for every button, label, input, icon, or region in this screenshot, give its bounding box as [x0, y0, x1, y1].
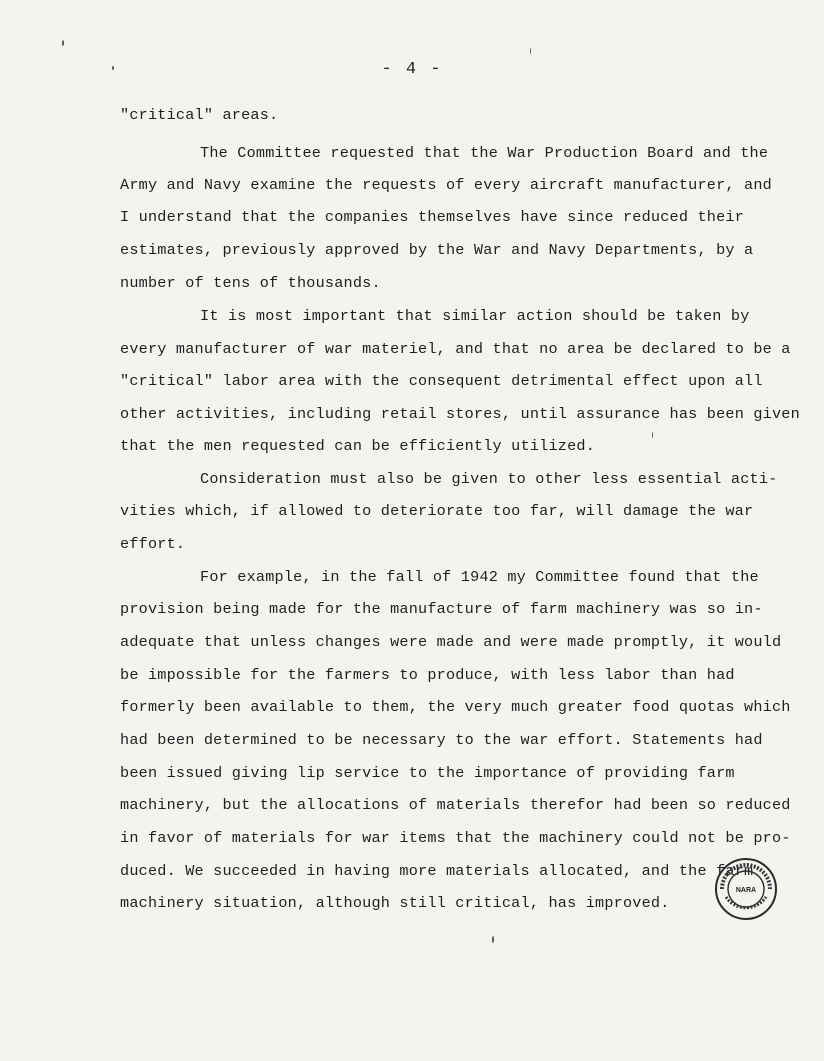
text-line: "critical" areas.: [120, 106, 279, 124]
scan-speck: [112, 66, 114, 70]
text-line: For example, in the fall of 1942 my Committee found that the: [200, 568, 759, 586]
text-line: adequate that unless changes were made and were made promptly, it would: [120, 633, 782, 651]
text-line: provision being made for the manufacture of farm machinery was so in-: [120, 600, 763, 618]
text-line: I understand that the companies themselves have since reduced their: [120, 208, 745, 226]
scan-speck: [652, 432, 653, 438]
text-line: It is most important that similar action should be taken by: [200, 307, 750, 325]
text-line: estimates, previously approved by the War and Navy Departments, by a: [120, 241, 754, 259]
text-line: be impossible for the farmers to produce, with less labor than had: [120, 666, 735, 684]
text-line: number of tens of thousands.: [120, 274, 381, 292]
text-line: formerly been available to them, the very much greater food quotas which: [120, 698, 791, 716]
scan-speck: [62, 40, 64, 46]
text-line: every manufacturer of war materiel, and that no area be declared to be a: [120, 340, 791, 358]
stamp-label: NARA: [735, 887, 757, 894]
text-line: Consideration must also be given to other less essential acti-: [200, 470, 778, 488]
text-line: Army and Navy examine the requests of every aircraft manufacturer, and: [120, 176, 772, 194]
text-line: been issued giving lip service to the importance of providing farm: [120, 764, 735, 782]
library-stamp-icon: [714, 857, 778, 921]
scan-speck: [492, 936, 494, 943]
scan-speck: [530, 48, 531, 54]
text-line: The Committee requested that the War Production Board and the: [200, 144, 769, 162]
text-line: machinery, but the allocations of materials therefor had been so reduced: [120, 796, 791, 814]
text-line: duced. We succeeded in having more materials allocated, and the farm: [120, 862, 754, 880]
text-line: effort.: [120, 535, 186, 553]
text-line: in favor of materials for war items that the machinery could not be pro-: [120, 829, 791, 847]
page-number: - 4 -: [381, 60, 443, 79]
text-line: vities which, if allowed to deteriorate too far, will damage the war: [120, 502, 754, 520]
text-line: other activities, including retail stores, until assurance has been given: [120, 405, 800, 423]
text-line: machinery situation, although still critical, has improved.: [120, 894, 670, 912]
text-line: "critical" labor area with the consequent detrimental effect upon all: [120, 372, 763, 390]
text-line: that the men requested can be efficiently utilized.: [120, 437, 596, 455]
text-line: had been determined to be necessary to the war effort. Statements had: [120, 731, 763, 749]
